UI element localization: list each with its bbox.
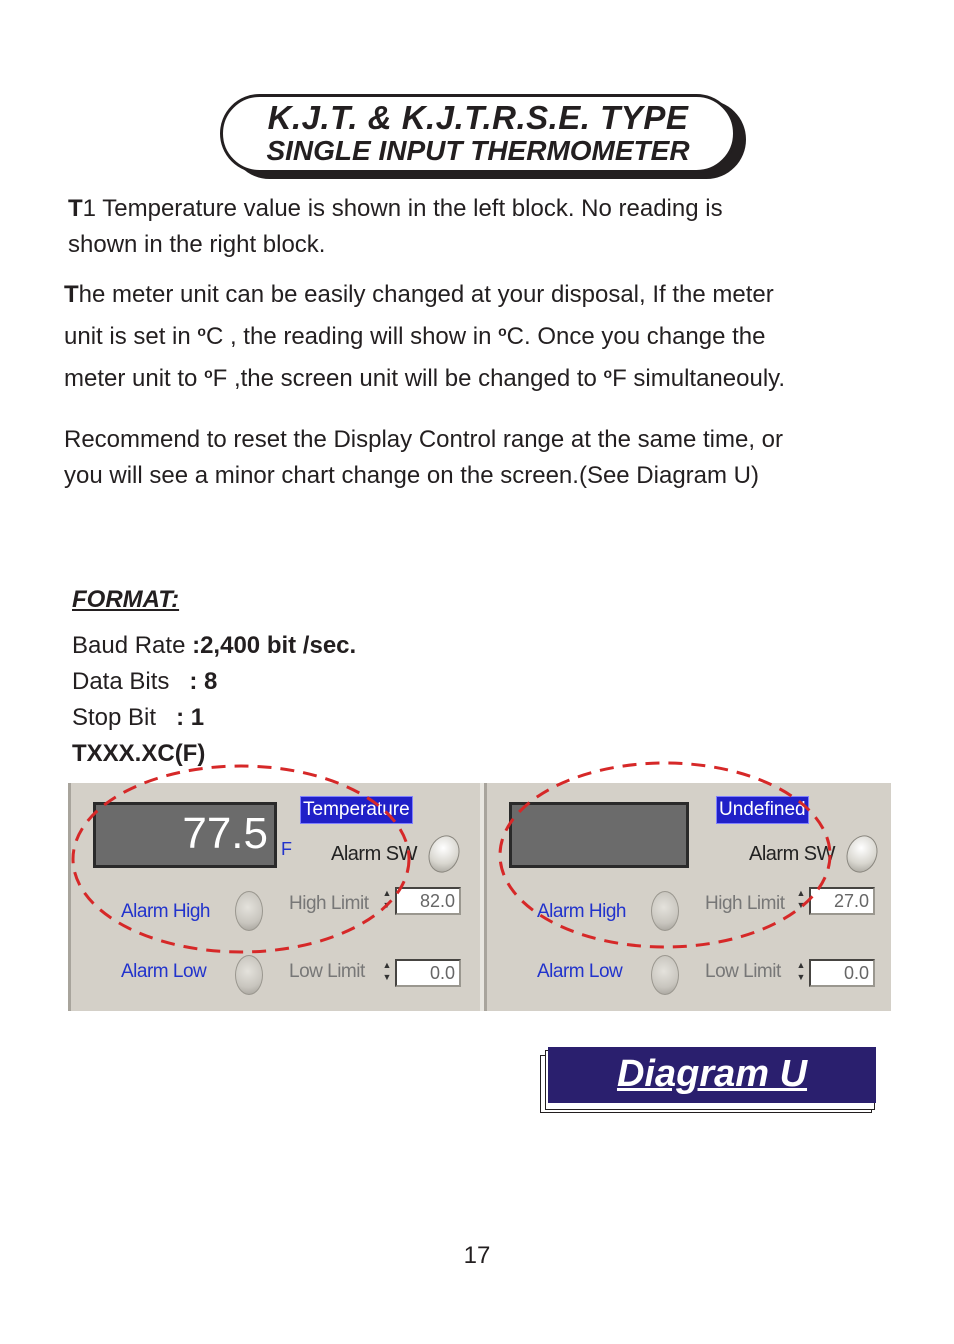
recommend-line2: you will see a minor chart change on the screen.(See Diagram U) [64,462,759,489]
unit-line2-c: C. Once you change the [506,323,766,350]
left-reading-display: 77.5 [93,802,277,868]
left-channel-label[interactable]: Temperature [300,796,413,824]
degree-symbol: o [603,365,613,381]
right-highlight-ellipse [500,763,830,947]
left-low-limit-label: Low Limit [289,961,365,982]
diagram-label [548,1047,876,1103]
unit-line3-b: F ,the screen unit will be changed to [212,365,604,392]
format-label: Stop Bit [72,704,177,731]
right-low-limit-input[interactable]: 0.0 [809,959,875,987]
left-low-limit-spinner[interactable]: ▲ ▼ [382,960,392,982]
format-label: Baud Rate [72,632,193,659]
left-high-limit-input[interactable]: 82.0 [395,887,461,915]
left-highlight-ellipse [73,766,409,952]
intro-lead: T [68,195,83,222]
intro-line1: 1 Temperature value is shown in the left block. No reading is [82,195,723,222]
right-high-limit-input[interactable]: 27.0 [809,887,875,915]
right-alarm-high-label: Alarm High [537,901,626,922]
unit-line3-a: meter unit to [64,365,205,392]
unit-line1: he meter unit can be easily changed at your disposal, If the meter [78,281,774,308]
format-label: Data Bits [72,668,190,695]
format-pattern: TXXX.XC(F) [72,740,206,767]
recommend-line1: Recommend to reset the Display Control range at the same time, or [64,426,783,453]
format-value: :2,400 bit /sec. [192,632,357,659]
page-title: K.J.T. & K.J.T.R.S.E. TYPE [267,99,689,136]
degree-symbol: o [204,365,213,381]
left-low-limit-input[interactable]: 0.0 [395,959,461,987]
unit-line2-a: unit is set in [64,323,198,350]
left-alarm-high-label: Alarm High [121,901,210,922]
left-high-limit-spinner[interactable]: ▲ ▼ [382,888,392,910]
page-number: 17 [463,1242,491,1269]
format-value: : 8 [189,668,218,695]
right-alarm-low-label: Alarm Low [537,961,623,982]
right-high-limit-spinner[interactable]: ▲ ▼ [796,888,806,910]
left-alarm-low-label: Alarm Low [121,961,207,982]
right-alarm-sw-label: Alarm SW [749,843,835,865]
left-alarm-sw-label: Alarm SW [331,843,417,865]
right-low-limit-label: Low Limit [705,961,781,982]
degree-symbol: o [498,323,507,339]
format-value: : 1 [176,704,205,731]
left-high-limit-label: High Limit [289,893,369,914]
unit-lead: T [64,281,79,308]
page-subtitle: SINGLE INPUT THERMOMETER [266,135,690,166]
format-heading: FORMAT: [72,586,180,613]
right-channel-label[interactable]: Undefined [716,796,809,824]
right-low-limit-spinner[interactable]: ▲ ▼ [796,960,806,982]
degree-symbol: o [197,323,206,339]
right-high-limit-label: High Limit [705,893,785,914]
diagram-label-text: Diagram U [616,1053,808,1095]
unit-line3-c: F simultaneouly. [612,365,786,392]
intro-line2: shown in the right block. [68,231,326,258]
unit-line2-b: C , the reading will show in [205,323,499,350]
left-unit-label: F [281,839,292,859]
